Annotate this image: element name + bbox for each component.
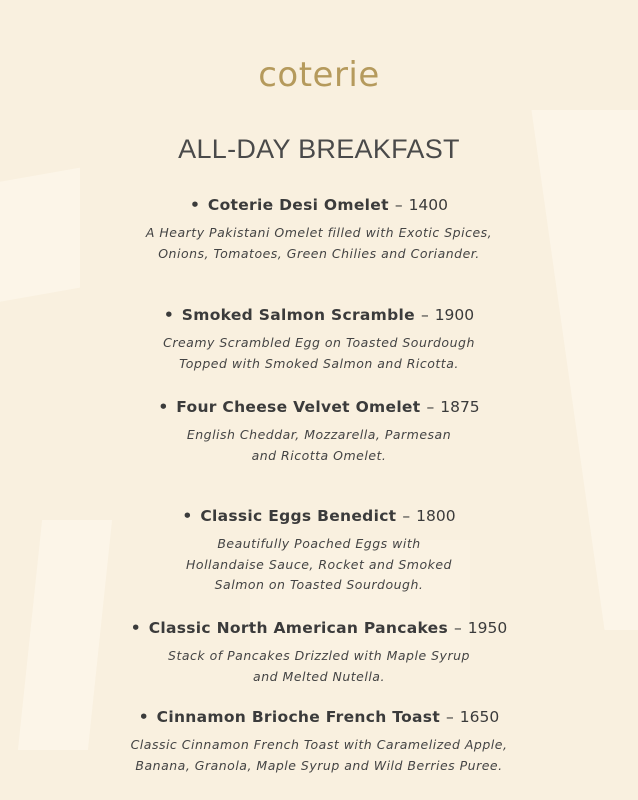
menu-item (0, 618, 638, 687)
description-line: and Melted Nutella. (253, 668, 385, 684)
description-line: Beautifully Poached Eggs with (217, 536, 421, 551)
menu-item-name: Classic Eggs Benedict (200, 507, 397, 525)
menu-item (0, 397, 638, 466)
menu-item-title (0, 195, 638, 215)
description-line: English Cheddar, Mozzarella, Parmesan (186, 427, 452, 442)
description-line: Classic Cinnamon French Toast with Caramelized Apple, (130, 737, 508, 752)
menu-item-description (0, 223, 638, 264)
description-line: A Hearty Pakistani Omelet filled with Exotic Spices, (145, 225, 493, 240)
description-line: Topped with Smoked Salmon and Ricotta. (179, 355, 459, 371)
menu-item-description (0, 333, 638, 374)
separator-dash: – (454, 619, 462, 637)
menu-item (0, 707, 638, 776)
description-line: and Ricotta Omelet. (251, 447, 387, 463)
menu-item-name: Four Cheese Velvet Omelet (176, 398, 421, 416)
bullet-icon: • (130, 619, 141, 637)
menu-item (0, 305, 638, 374)
section-title: ALL-DAY BREAKFAST (178, 134, 460, 164)
menu-item-title (0, 618, 638, 638)
bullet-icon: • (189, 196, 200, 214)
brand-logo: coterie (258, 55, 380, 95)
menu-item-title (0, 506, 638, 526)
menu-item-price: 1650 (459, 708, 500, 726)
bullet-icon: • (182, 507, 193, 525)
menu-item-price: 1950 (467, 619, 508, 637)
description-line: Onions, Tomatoes, Green Chilies and Coriander. (158, 245, 480, 261)
menu-item-description (0, 534, 638, 596)
menu-item (0, 195, 638, 264)
menu-item-price: 1900 (434, 306, 475, 324)
menu-item-price: 1875 (440, 398, 480, 416)
description-line: Hollandaise Sauce, Rocket and Smoked (186, 556, 452, 572)
menu-item-name: Classic North American Pancakes (148, 619, 449, 637)
separator-dash: – (402, 507, 411, 525)
separator-dash: – (426, 398, 435, 416)
separator-dash: – (394, 196, 403, 214)
menu-item-name: Coterie Desi Omelet (207, 196, 389, 214)
menu-item-description (0, 735, 638, 776)
menu-item-description (0, 425, 638, 466)
description-line: Salmon on Toasted Sourdough. (214, 577, 424, 592)
menu-item-name: Smoked Salmon Scramble (181, 306, 415, 324)
menu-item-name: Cinnamon Brioche French Toast (156, 708, 441, 726)
separator-dash: – (446, 708, 454, 726)
menu-item-title (0, 305, 638, 325)
menu-item-price: 1800 (416, 507, 456, 525)
bullet-icon: • (138, 708, 149, 726)
menu-item-title (0, 397, 638, 417)
description-line: Stack of Pancakes Drizzled with Maple Syrup (168, 648, 470, 663)
menu-item-price: 1400 (408, 196, 449, 214)
separator-dash: – (420, 306, 429, 324)
menu-item-title (0, 707, 638, 727)
menu-item (0, 506, 638, 596)
description-line: Banana, Granola, Maple Syrup and Wild Berries Puree. (135, 757, 503, 773)
bullet-icon: • (163, 306, 174, 324)
description-line: Creamy Scrambled Egg on Toasted Sourdough (163, 335, 475, 350)
menu-item-description (0, 646, 638, 687)
bullet-icon: • (158, 398, 169, 416)
